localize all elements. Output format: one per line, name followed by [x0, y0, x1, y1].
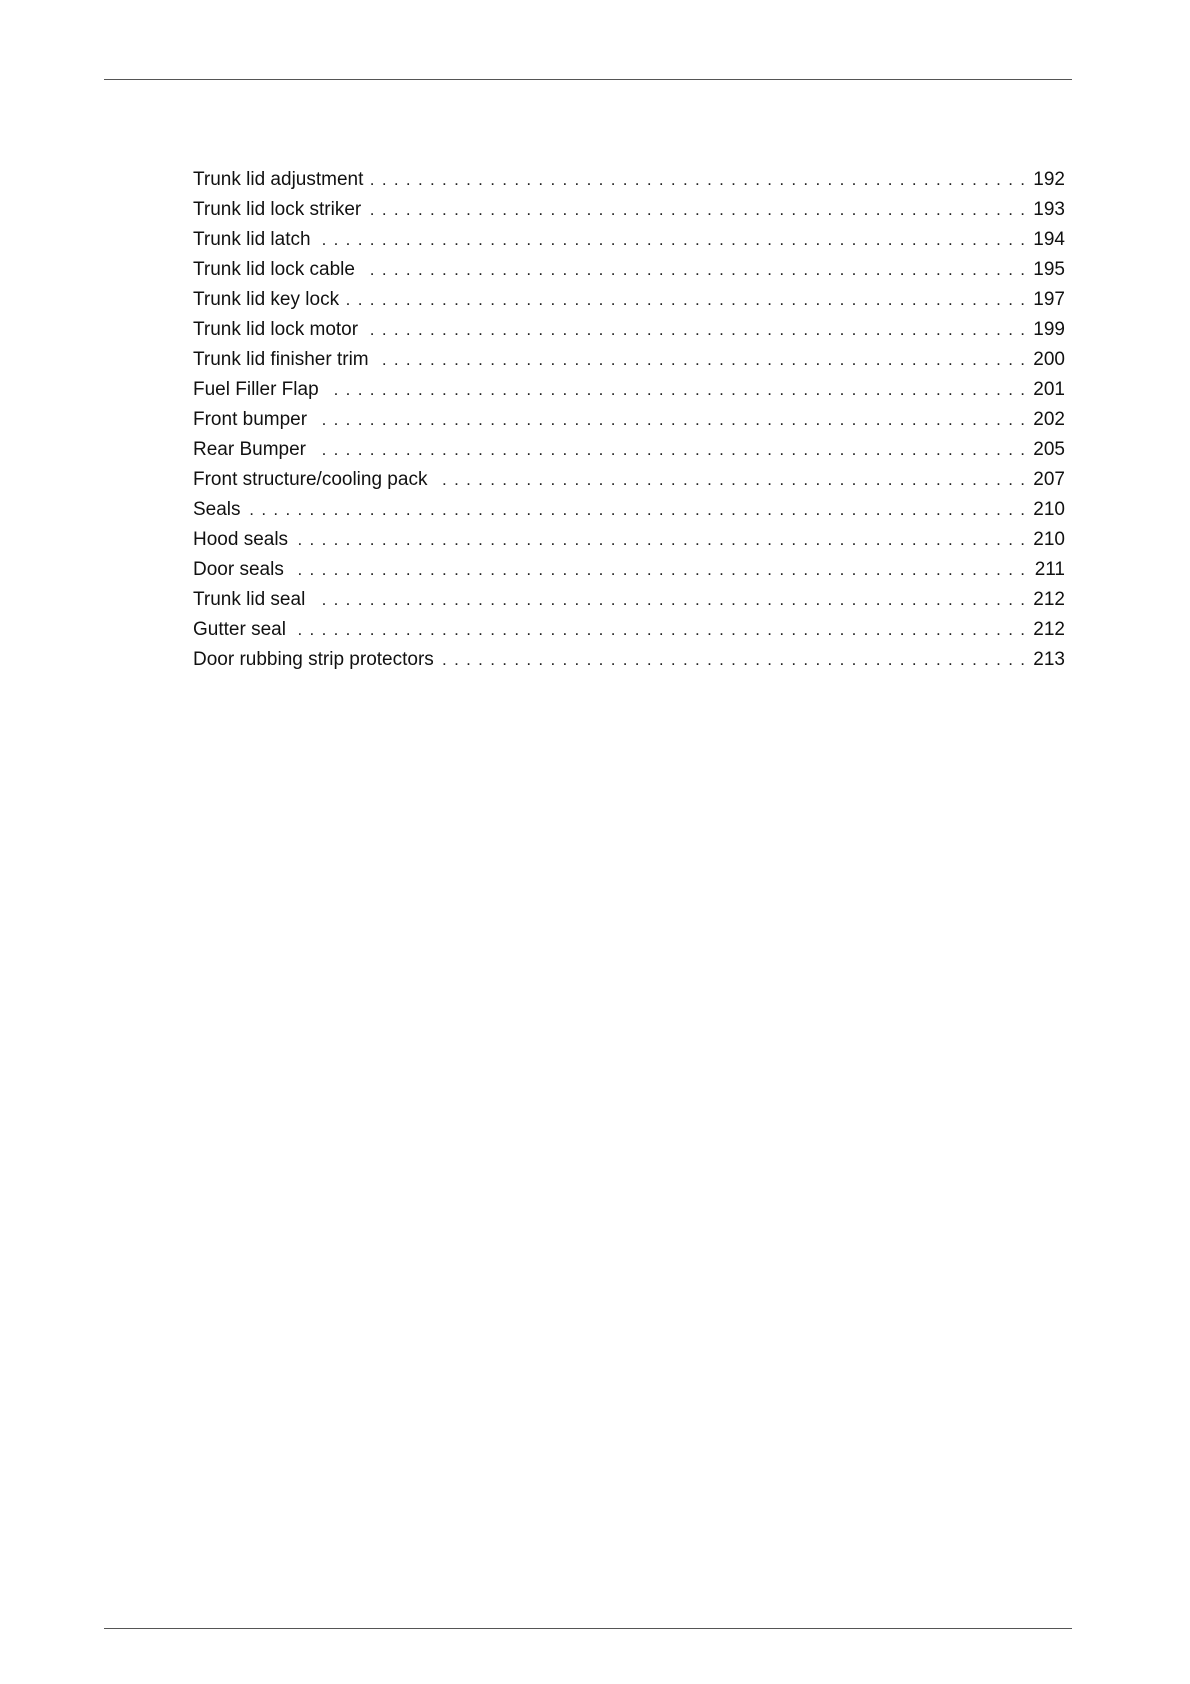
toc-entry-page: 193: [1033, 199, 1065, 220]
toc-entry-title: Door seals: [193, 559, 284, 580]
toc-entry-title: Trunk lid finisher trim: [193, 349, 369, 370]
toc-entry[interactable]: [193, 315, 1065, 345]
toc-entry-title: Trunk lid adjustment: [193, 169, 364, 190]
toc-entry-title: Trunk lid lock striker: [193, 199, 362, 220]
dot-leader: [313, 585, 1025, 615]
toc-entry-page: 192: [1033, 169, 1065, 190]
toc-entry[interactable]: [193, 225, 1065, 255]
toc-entry-title: Trunk lid lock cable: [193, 259, 355, 280]
dot-leader: [442, 645, 1025, 675]
dot-leader: [294, 615, 1025, 645]
toc-entry-page: 207: [1033, 469, 1065, 490]
toc-entry[interactable]: [193, 465, 1065, 495]
toc-entry-page: 205: [1033, 439, 1065, 460]
toc-entry-title: Trunk lid seal: [193, 589, 306, 610]
toc-entry-page: 210: [1033, 529, 1065, 550]
toc-entry[interactable]: [193, 555, 1065, 585]
dot-leader: [327, 375, 1025, 405]
toc-entry[interactable]: [193, 345, 1065, 375]
footer-rule: [104, 1628, 1072, 1629]
toc-entry-page: 211: [1034, 559, 1065, 580]
toc-entry[interactable]: [193, 435, 1065, 465]
toc-entry-title: Trunk lid lock motor: [193, 319, 359, 340]
dot-leader: [315, 405, 1025, 435]
toc-entry-page: 197: [1033, 289, 1065, 310]
dot-leader: [296, 525, 1025, 555]
dot-leader: [435, 465, 1025, 495]
toc-entry-title: Rear Bumper: [193, 439, 306, 460]
toc-entry-page: 212: [1033, 619, 1065, 640]
toc-entry-page: 199: [1033, 319, 1065, 340]
toc-entry[interactable]: [193, 285, 1065, 315]
toc-entry[interactable]: [193, 375, 1065, 405]
dot-leader: [369, 195, 1025, 225]
dot-leader: [249, 495, 1025, 525]
dot-leader: [347, 285, 1025, 315]
dot-leader: [363, 255, 1025, 285]
toc-entry[interactable]: [193, 585, 1065, 615]
dot-leader: [292, 555, 1025, 585]
toc-entry-title: Front bumper: [193, 409, 308, 430]
toc-entry-title: Trunk lid key lock: [193, 289, 340, 310]
table-of-contents: [193, 165, 1065, 675]
toc-entry-title: Front structure/cooling pack: [193, 469, 428, 490]
dot-leader: [377, 345, 1025, 375]
toc-entry[interactable]: [193, 615, 1065, 645]
toc-entry-page: 195: [1033, 259, 1065, 280]
toc-entry-page: 210: [1033, 499, 1065, 520]
toc-entry-page: 202: [1033, 409, 1065, 430]
toc-entry[interactable]: [193, 645, 1065, 675]
toc-entry-title: Fuel Filler Flap: [193, 379, 319, 400]
dot-leader: [314, 435, 1025, 465]
toc-entry-title: Hood seals: [193, 529, 289, 550]
toc-entry-title: Gutter seal: [193, 619, 286, 640]
header-rule: [104, 79, 1072, 80]
toc-entry[interactable]: [193, 165, 1065, 195]
toc-entry[interactable]: [193, 255, 1065, 285]
dot-leader: [319, 225, 1025, 255]
toc-entry-page: 200: [1033, 349, 1065, 370]
toc-entry-page: 213: [1033, 649, 1065, 670]
toc-entry-title: Trunk lid latch: [193, 229, 311, 250]
toc-entry-page: 201: [1033, 379, 1065, 400]
toc-entry-page: 212: [1033, 589, 1065, 610]
toc-entry-title: Seals: [193, 499, 241, 520]
toc-entry[interactable]: [193, 495, 1065, 525]
toc-entry-page: 194: [1033, 229, 1065, 250]
dot-leader: [371, 165, 1025, 195]
toc-entry[interactable]: [193, 525, 1065, 555]
toc-entry[interactable]: [193, 195, 1065, 225]
dot-leader: [366, 315, 1025, 345]
toc-entry-title: Door rubbing strip protectors: [193, 649, 434, 670]
toc-entry[interactable]: [193, 405, 1065, 435]
